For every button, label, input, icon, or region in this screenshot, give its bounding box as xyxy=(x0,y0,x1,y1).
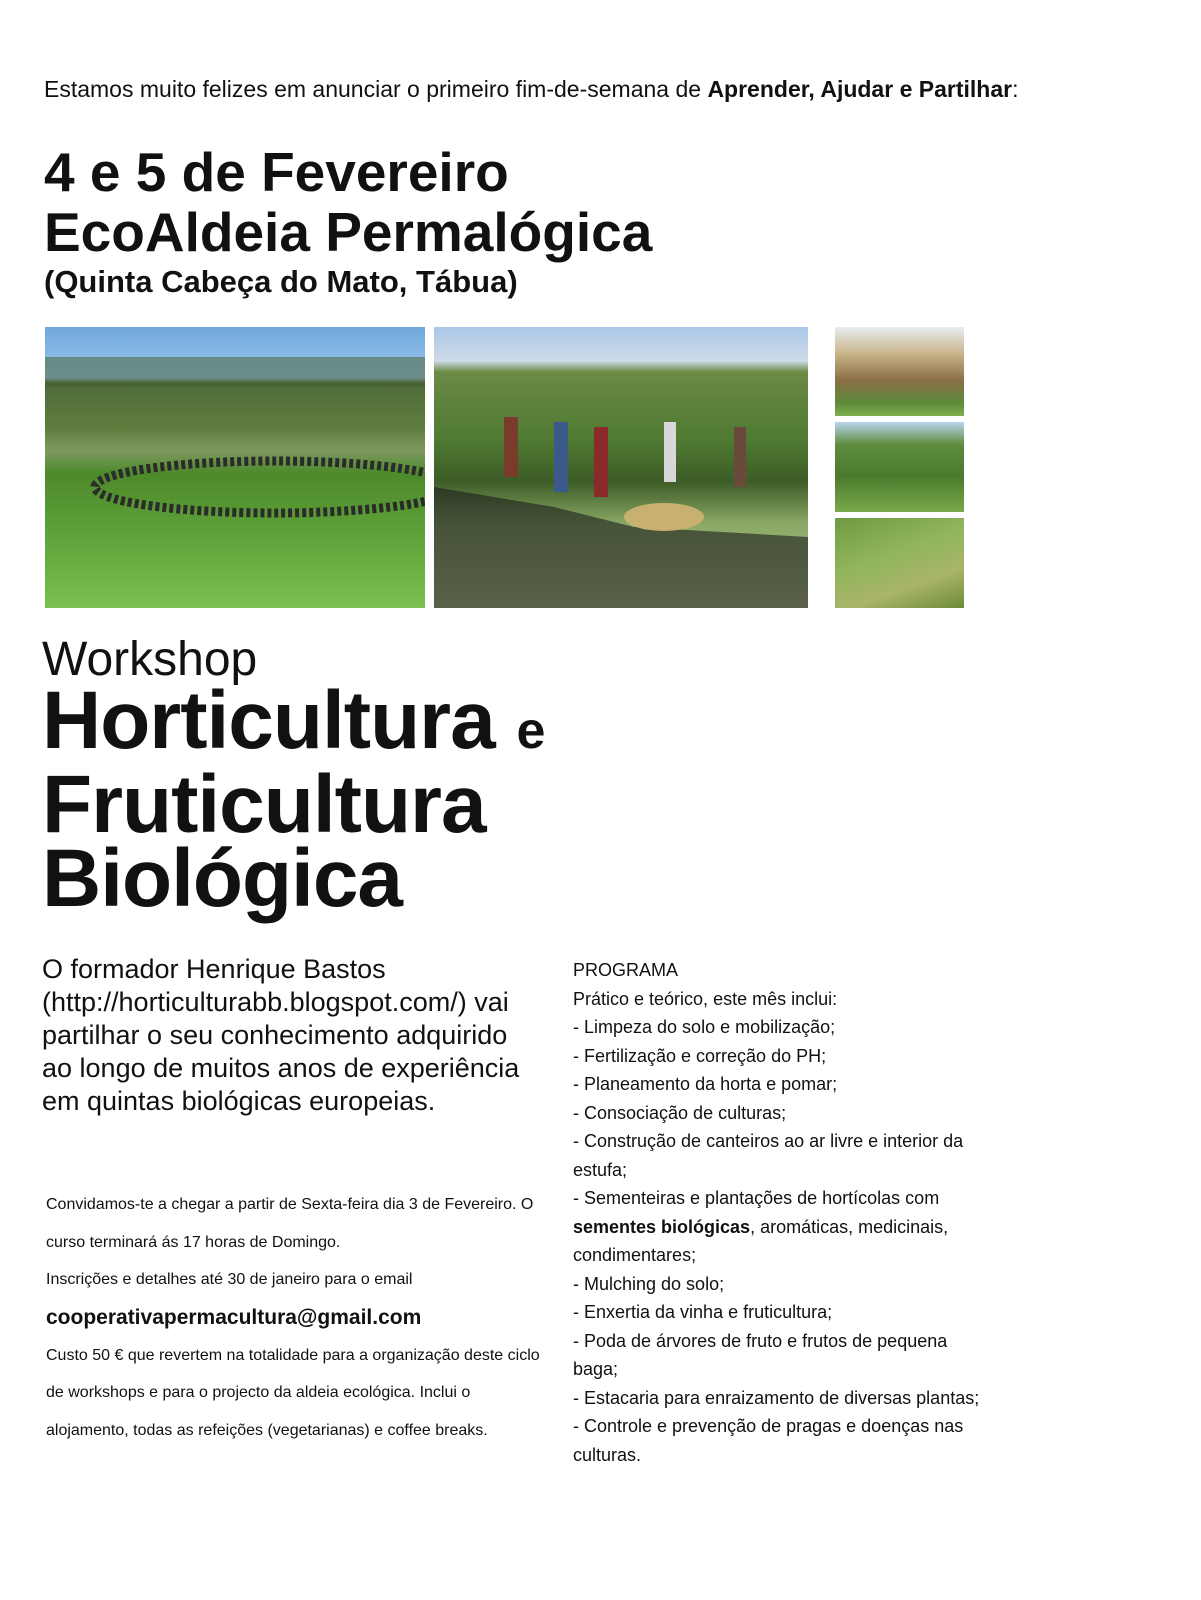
workshop-title xyxy=(42,675,545,924)
workshop-label: Workshop xyxy=(42,633,258,686)
photo-circle-gathering-art xyxy=(45,327,425,608)
intro-suffix: : xyxy=(1012,76,1019,102)
item6-bold: sementes biológicas xyxy=(573,1216,751,1237)
programa-heading: PROGRAMA xyxy=(573,960,679,980)
event-details xyxy=(46,1186,546,1449)
details-arrival: Convidamos-te a chegar a partir de Sexta-feira dia 3 de Fevereiro. O curso terminará ás 17 horas de Domingo. xyxy=(46,1196,534,1251)
programa-item: - Controle e prevenção de pragas e doenças nas culturas. xyxy=(573,1416,964,1465)
title-line-3: Biológica xyxy=(42,833,403,924)
event-date: 4 e 5 de Fevereiro xyxy=(44,141,509,203)
programa-intro: Prático e teórico, este mês inclui: xyxy=(573,988,838,1009)
programa-section xyxy=(573,956,993,1469)
trainer-description: O formador Henrique Bastos (http://horticulturabb.blogspot.com/) vai partilhar o seu conhecimento adquirido ao longo de muitos anos de experiência em quintas biológicas europeias. xyxy=(42,954,520,1116)
photo-eco-house xyxy=(835,327,964,416)
details-cost: Custo 50 € que revertem na totalidade para a organização deste ciclo de workshops e para o projecto da aldeia ecológica. Inclui o alojamento, todas as refeições (vegetarianas) e coffee breaks. xyxy=(46,1346,540,1439)
programa-item: - Enxertia da vinha e fruticultura; xyxy=(573,1302,833,1322)
details-registration: Inscrições e detalhes até 30 de janeiro para o email xyxy=(46,1271,413,1288)
title-line-1: Horticultura xyxy=(42,675,495,766)
photo-hillside xyxy=(835,422,964,512)
programa-item: - Fertilização e correção do PH; xyxy=(573,1045,827,1066)
item6-prefix: - Sementeiras e plantações de hortícolas com xyxy=(573,1188,940,1208)
programa-item: - Planeamento da horta e pomar; xyxy=(573,1074,838,1094)
event-venue: EcoAldeia Permalógica xyxy=(44,201,653,263)
photo-working-group xyxy=(434,327,808,608)
photo-circle-gathering xyxy=(45,327,425,608)
contact-email: cooperativapermacultura@gmail.com xyxy=(46,1305,422,1329)
programa-item: - Consociação de culturas; xyxy=(573,1102,787,1123)
intro-prefix: Estamos muito felizes em anunciar o primeiro fim-de-semana de xyxy=(44,76,708,102)
programa-item-sementeiras xyxy=(573,1184,993,1270)
programa-item: - Poda de árvores de fruto e frutos de pequena baga; xyxy=(573,1330,948,1379)
event-location: (Quinta Cabeça do Mato, Tábua) xyxy=(44,264,518,299)
photo-working-group-art xyxy=(434,327,808,608)
programa-item: - Limpeza do solo e mobilização; xyxy=(573,1017,836,1037)
programa-item: - Mulching do solo; xyxy=(573,1273,725,1294)
intro-bold: Aprender, Ajudar e Partilhar xyxy=(707,76,1013,102)
title-line-2: Fruticultura xyxy=(42,759,486,850)
title-conjunction: e xyxy=(516,702,545,760)
programa-item: - Construção de canteiros ao ar livre e interior da estufa; xyxy=(573,1131,964,1180)
intro-text xyxy=(44,76,1018,103)
programa-item: - Estacaria para enraizamento de diversas plantas; xyxy=(573,1387,980,1408)
item6-suffix: , aromáticas, medicinais, condimentares; xyxy=(573,1216,949,1265)
photo-vegetation xyxy=(835,518,964,608)
